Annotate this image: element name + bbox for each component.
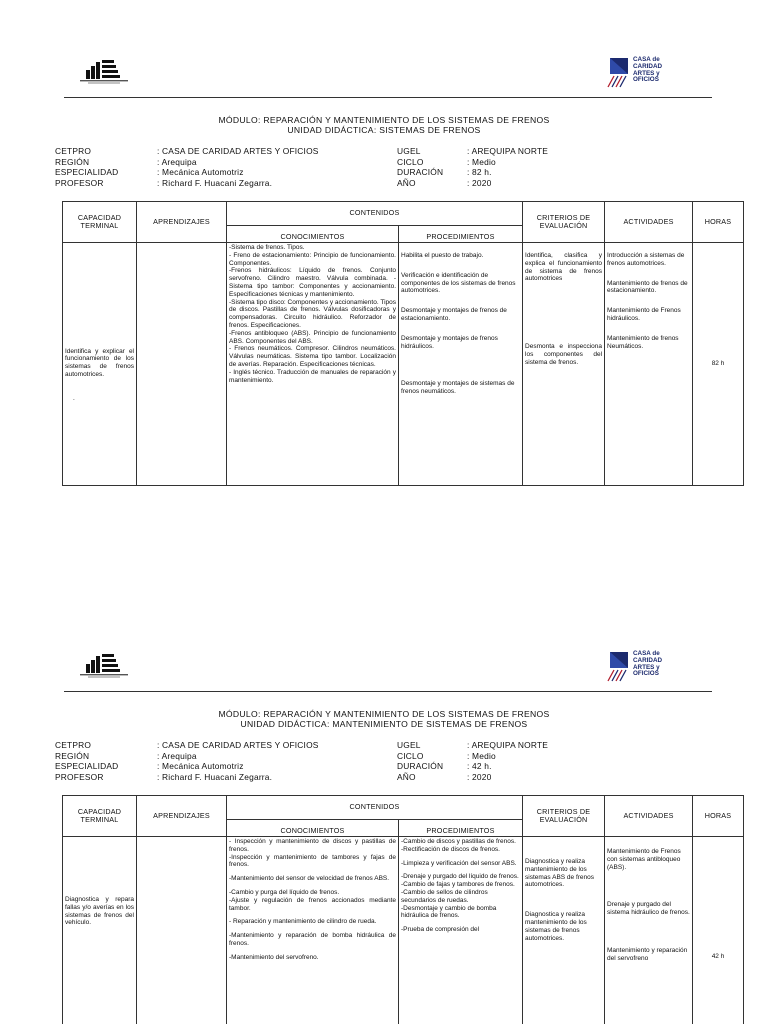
procedimiento-item: -Rectificación de discos de frenos. [401, 845, 500, 853]
procedimiento-item: -Prueba de compresión del [401, 926, 480, 934]
info-label: DURACIÓN [397, 167, 444, 177]
module-title: MÓDULO: REPARACIÓN Y MANTENIMIENTO DE LOS SISTEMAS DE FRENOS [218, 709, 550, 719]
header-capacidad: CAPACIDAD TERMINAL [63, 202, 137, 243]
conocimiento-item: -Sistema tipo disco: Componentes y accionamiento. Tipos de discos. Pastillas de frenos. Válvulas dosificadoras y compensadoras. Circuito hidráulico. Reforzador de frenos. Especificaciones. [229, 298, 396, 329]
info-label: CETPRO [55, 146, 92, 156]
curriculum-table [62, 201, 744, 486]
info-value: : CASA DE CARIDAD ARTES Y OFICIOS [157, 740, 319, 750]
casa-caridad-logo [606, 56, 674, 88]
unit-title: UNIDAD DIDÁCTICA: SISTEMAS DE FRENOS [287, 125, 481, 135]
capacidad-mark: . [73, 394, 75, 402]
actividad-item: Drenaje y purgado del sistema hidráulico de frenos. [607, 901, 690, 917]
header-horas: HORAS [693, 796, 744, 837]
info-value: : AREQUIPA NORTE [467, 146, 549, 156]
header-rule [64, 691, 712, 692]
conocimiento-item: - Freno de estacionamiento: Principio de funcionamiento. Componentes. [229, 251, 396, 267]
ministry-bars-logo-icon [78, 58, 130, 84]
casa-caridad-logo [606, 650, 674, 682]
header-capacidad: CAPACIDAD TERMINAL [63, 796, 137, 837]
document-page-2 [0, 600, 768, 1024]
info-label: REGIÓN [55, 156, 90, 167]
casa-caridad-logo-icon [606, 56, 630, 88]
info-value: : AREQUIPA NORTE [467, 740, 549, 750]
criterios-cell [523, 243, 605, 486]
info-value: : Medio [467, 750, 496, 761]
conocimiento-item: - Inglés técnico. Traducción de manuales de reparación y mantenimiento. [229, 368, 396, 384]
capacidad-cell [63, 837, 137, 1024]
conocimiento-item: - Reparación y mantenimiento de cilindro de rueda. [229, 918, 377, 926]
criterios-cell [523, 837, 605, 1024]
info-label: CETPRO [55, 740, 92, 750]
info-label: PROFESOR [55, 771, 104, 782]
procedimiento-item: -Drenaje y purgado del líquido de frenos. [401, 873, 519, 881]
logo-text-line: CASA de [633, 56, 660, 63]
procedimientos-cell [399, 243, 523, 486]
header-procedimientos: PROCEDIMIENTOS [399, 226, 523, 243]
conocimiento-item: - Inspección y mantenimiento de discos y pastillas de frenos. [229, 838, 396, 853]
header-procedimientos: PROCEDIMIENTOS [399, 820, 523, 837]
header-aprendizajes: APRENDIZAJES [137, 202, 227, 243]
actividad-item: Mantenimiento de frenos Neumáticos. [607, 334, 679, 350]
procedimientos-cell [399, 837, 523, 1024]
procedimiento-item: -Limpieza y verificación del sensor ABS. [401, 859, 517, 867]
capacidad-text: Diagnostica y repara fallas y/o averías en los sistemas de frenos del vehículo. [65, 896, 134, 927]
aprendizajes-cell [137, 837, 227, 1024]
info-value: : 42 h. [467, 761, 492, 771]
logo-text-line: OFICIOS [633, 670, 659, 678]
logo-text-line: OFICIOS [633, 76, 659, 84]
conocimiento-item: - Frenos neumáticos. Compresor. Cilindros neumáticos. Válvulas neumáticas. Sistema tipo tambor. Localización de averías. Reparación. Especificaciones técnicas. [229, 345, 396, 368]
actividad-item: Introducción a sistemas de frenos automotrices. [607, 252, 685, 267]
info-block-left [55, 146, 319, 188]
unit-title: UNIDAD DIDÁCTICA: MANTENIMIENTO DE SISTEMAS DE FRENOS [240, 719, 528, 729]
header-actividades: ACTIVIDADES [605, 796, 693, 837]
procedimiento-item: Desmontaje y montajes de frenos de estacionamiento. [401, 307, 507, 322]
procedimiento-item: Desmontaje y montajes de sistemas de frenos neumáticos. [401, 380, 515, 396]
info-value: : Mecánica Automotriz [157, 167, 244, 177]
header-rule [64, 97, 712, 98]
info-label: AÑO [397, 177, 416, 188]
aprendizajes-cell [137, 243, 227, 486]
actividades-cell [605, 243, 693, 486]
info-block-right [397, 740, 548, 782]
module-title: MÓDULO: REPARACIÓN Y MANTENIMIENTO DE LOS SISTEMAS DE FRENOS [218, 115, 550, 125]
conocimiento-item: -Mantenimiento y reparación de bomba hidráulica de frenos. [229, 932, 396, 947]
header-criterios: CRITERIOS DE EVALUACIÓN [523, 202, 605, 243]
header-actividades: ACTIVIDADES [605, 202, 693, 243]
logo-text-line: CASA de [633, 650, 660, 657]
info-value: : Arequipa [157, 750, 197, 761]
info-label: CICLO [397, 750, 424, 761]
actividad-item: Mantenimiento de Frenos con sistemas antibloqueo (ABS). [607, 848, 681, 871]
info-label: ESPECIALIDAD [55, 167, 119, 177]
info-value: : 82 h. [467, 167, 492, 177]
info-label: REGIÓN [55, 750, 90, 761]
criterio-item: Diagnostica y realiza mantenimiento de los sistemas ABS de frenos automotrices. [525, 858, 595, 889]
conocimiento-item: -Sistema de frenos. Tipos. [229, 244, 305, 251]
capacidad-cell [63, 243, 137, 486]
logo-text-line: CARIDAD [633, 656, 663, 664]
criterio-item: Diagnostica y realiza mantenimiento de los sistemas de frenos automotrices. [525, 911, 587, 942]
info-value: : Richard F. Huacani Zegarra. [157, 771, 273, 782]
conocimiento-item: -Mantenimiento del sensor de velocidad de frenos ABS. [229, 875, 390, 883]
criterio-item: Desmonta e inspecciona los componentes del sistema de frenos. [525, 343, 603, 366]
info-label: AÑO [397, 771, 416, 782]
procedimiento-item: Desmontaje y montajes de frenos hidráulicos. [401, 334, 498, 350]
conocimiento-item: -Inspección y mantenimiento de tambores y fajas de frenos. [229, 853, 396, 869]
header-conocimientos: CONOCIMIENTOS [227, 226, 399, 243]
conocimiento-item: -Cambio y purga del líquido de frenos. [229, 888, 340, 896]
header-contenidos: CONTENIDOS [227, 796, 523, 820]
conocimiento-item: -Ajuste y regulación de frenos accionados mediante tambor. [229, 896, 396, 912]
info-value: : Arequipa [157, 156, 197, 167]
conocimiento-item: -Mantenimiento del servofreno. [229, 953, 319, 961]
info-block-right [397, 146, 548, 188]
conocimientos-cell [227, 243, 399, 486]
logo-text-line: CARIDAD [633, 62, 663, 70]
horas-cell: 42 h [693, 837, 744, 1024]
info-label: DURACIÓN [397, 761, 444, 771]
header-horas: HORAS [693, 202, 744, 243]
conocimiento-item: -Frenos hidráulicos: Líquido de frenos. Conjunto servofreno. Cilindro maestro. Válvula combinada. -Sistema tipo tambor: Componentes y accionamiento. Especificaciones técnicas y mantenimiento. [229, 267, 396, 298]
procedimiento-item: -Cambio de fajas y tambores de frenos. [401, 881, 515, 889]
header-conocimientos: CONOCIMIENTOS [227, 820, 399, 837]
info-value: : CASA DE CARIDAD ARTES Y OFICIOS [157, 146, 319, 156]
casa-caridad-logo-icon [606, 650, 630, 682]
ministry-bars-logo-icon [78, 652, 130, 678]
info-value: : 2020 [467, 177, 492, 188]
criterio-item: Identifica, clasifica y explica el funcionamiento de sistema de frenos automotrices [525, 252, 603, 283]
actividad-item: Mantenimiento de Frenos hidráulicos. [607, 307, 681, 322]
info-label: UGEL [397, 146, 421, 156]
capacidad-text: Identifica y explicar el funcionamiento de los sistemas de frenos automotrices. [65, 347, 134, 378]
info-value: : Mecánica Automotriz [157, 761, 244, 771]
header-criterios: CRITERIOS DE EVALUACIÓN [523, 796, 605, 837]
logo-text-line: ARTES y [633, 663, 660, 671]
header-aprendizajes: APRENDIZAJES [137, 796, 227, 837]
procedimiento-item: -Desmontaje y cambio de bomba hidráulica de frenos. [401, 904, 497, 920]
info-label: CICLO [397, 156, 424, 167]
info-label: UGEL [397, 740, 421, 750]
info-value: : Medio [467, 156, 496, 167]
horas-cell: 82 h [693, 243, 744, 486]
curriculum-table [62, 795, 744, 1024]
conocimientos-cell [227, 837, 399, 1024]
info-value: : 2020 [467, 771, 492, 782]
actividad-item: Mantenimiento de frenos de estacionamiento. [607, 279, 688, 295]
conocimiento-item: -Frenos antibloqueo (ABS). Principio de funcionamiento ABS. Componentes del ABS. [229, 329, 396, 345]
procedimiento-item: Verificación e identificación de componentes de los sistemas de frenos automotrices. [401, 271, 516, 295]
procedimiento-item: -Cambio de discos y pastillas de frenos. [401, 838, 516, 845]
actividad-item: Mantenimiento y reparación del servofreno [607, 946, 688, 962]
procedimiento-item: -Cambio de sellos de cilindros secundarios de ruedas. [401, 888, 488, 904]
procedimiento-item: Habilita el puesto de trabajo. [401, 252, 484, 259]
info-value: : Richard F. Huacani Zegarra. [157, 177, 273, 188]
info-label: PROFESOR [55, 177, 104, 188]
logo-text-line: ARTES y [633, 69, 660, 77]
actividades-cell [605, 837, 693, 1024]
header-contenidos: CONTENIDOS [227, 202, 523, 226]
info-label: ESPECIALIDAD [55, 761, 119, 771]
info-block-left [55, 740, 319, 782]
